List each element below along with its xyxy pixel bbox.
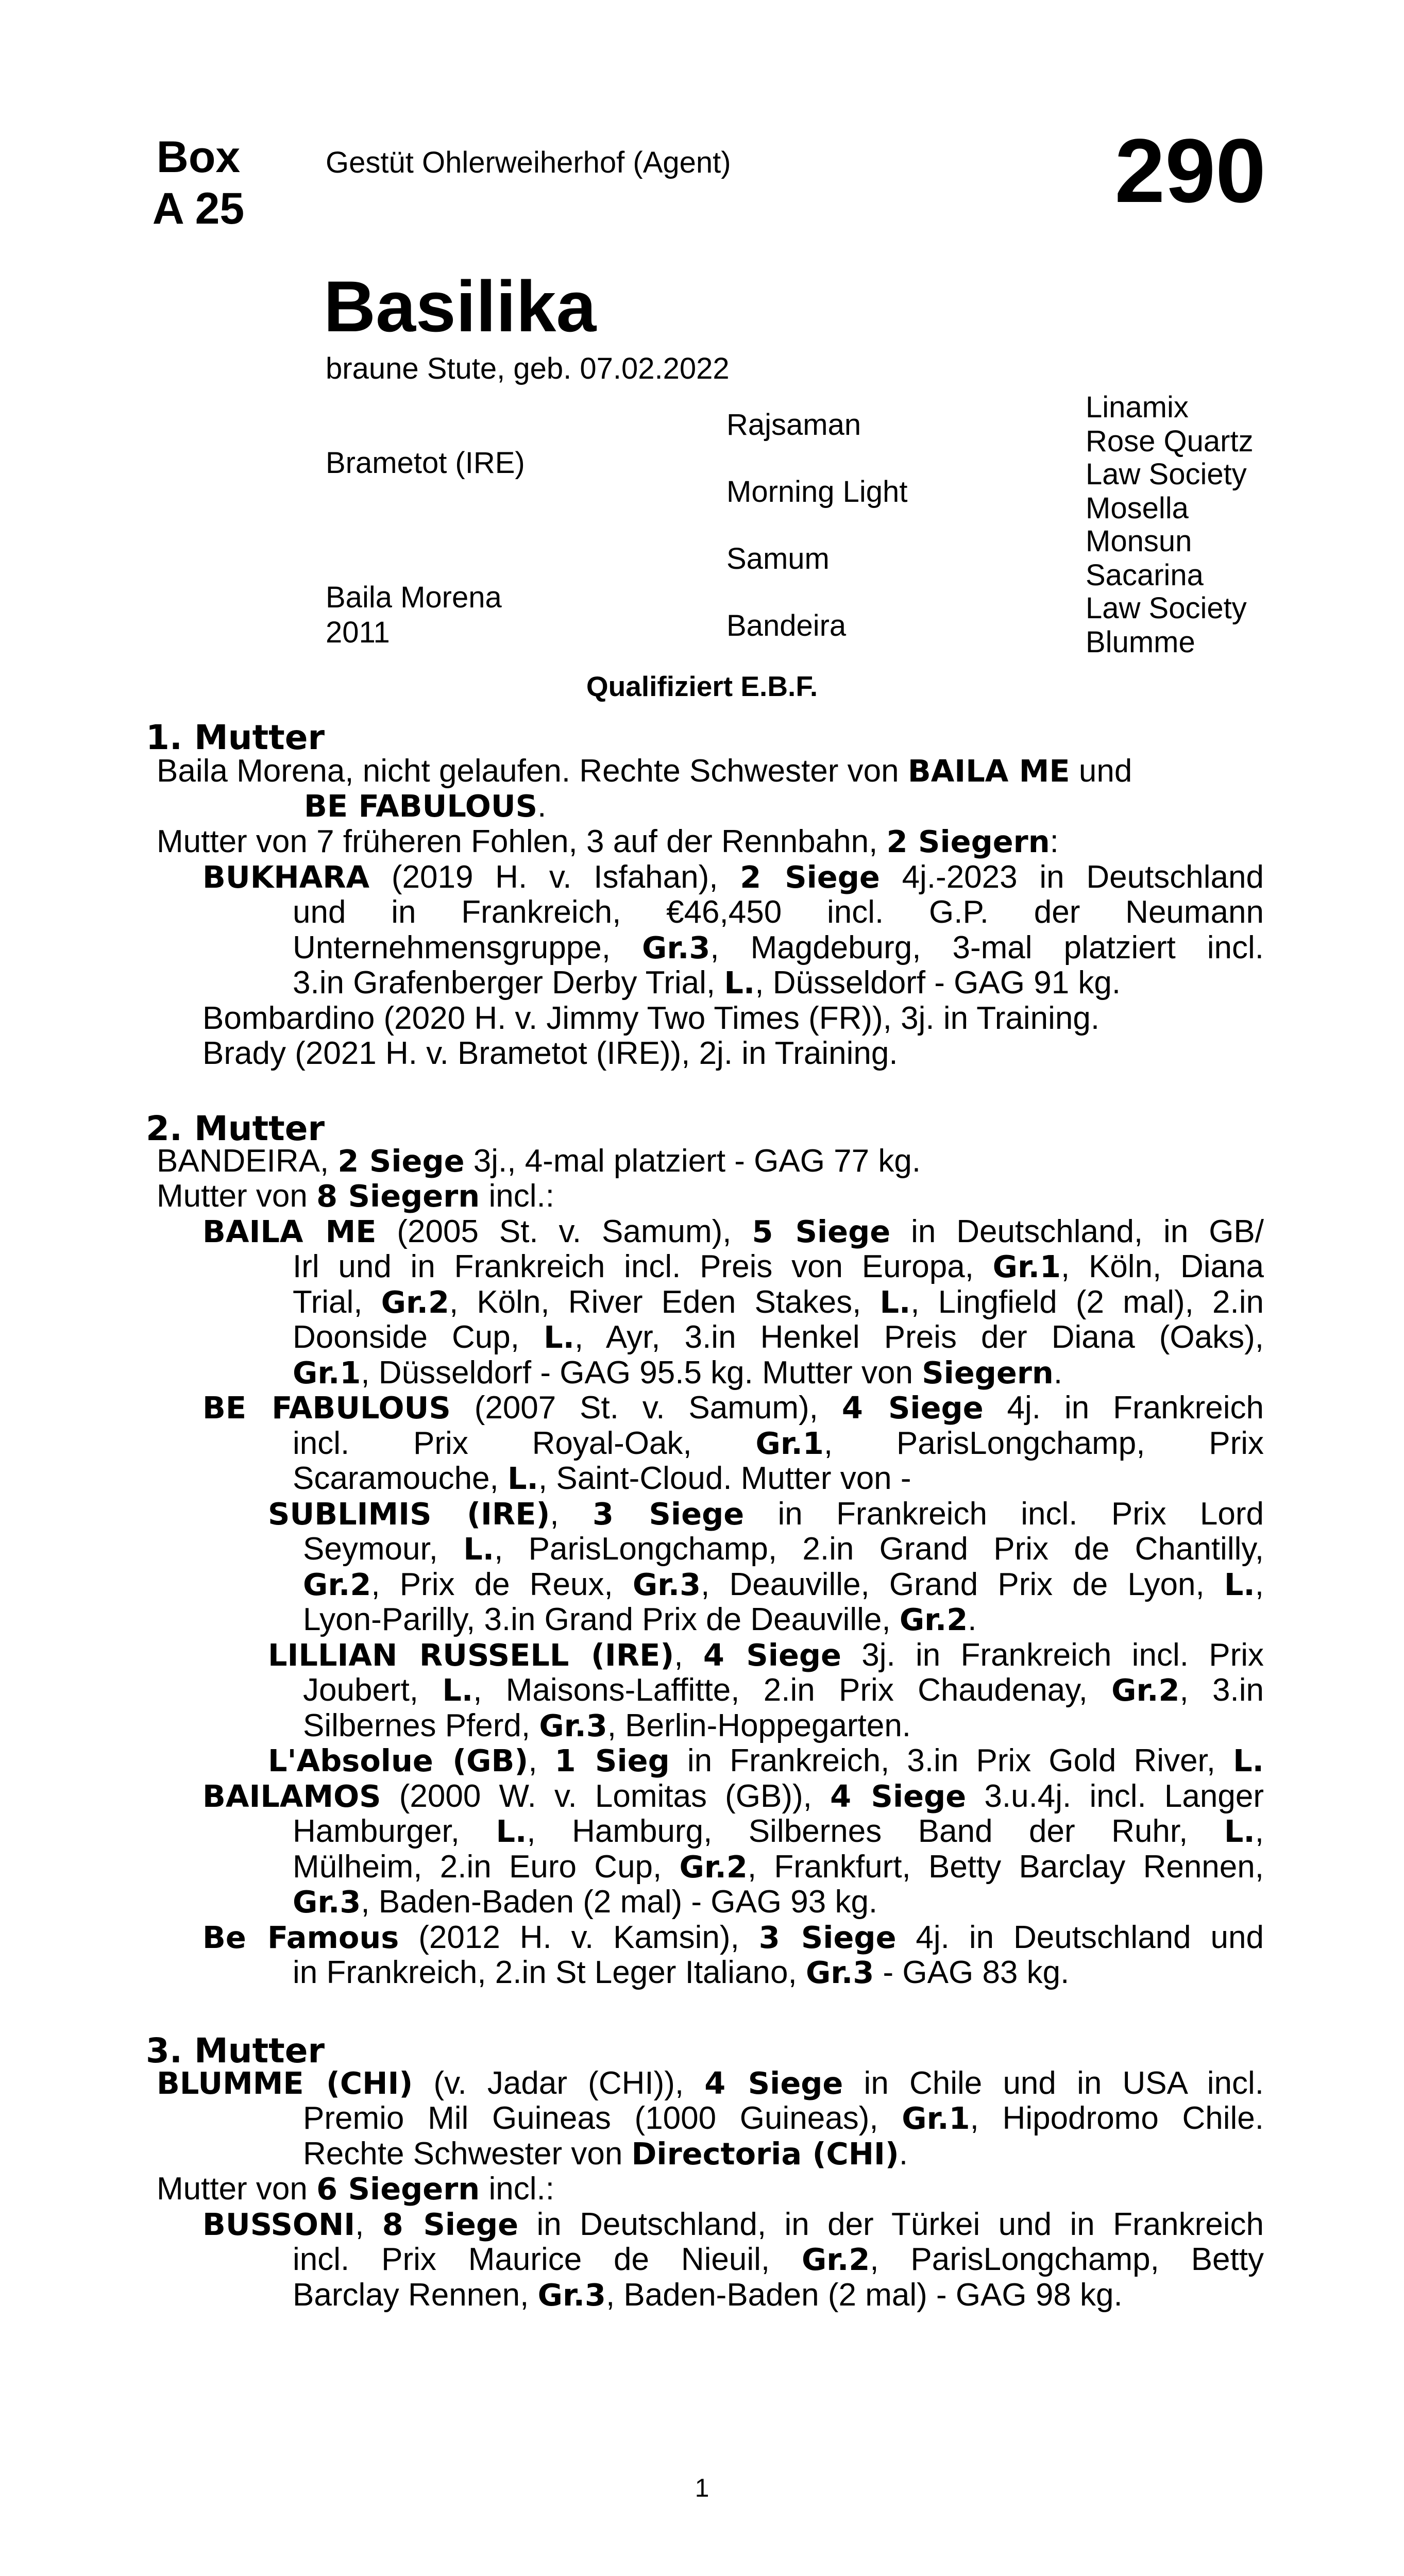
ancestor-7: Law Society bbox=[1086, 591, 1247, 625]
text-line: Joubert, L., Maisons-Laffitte, 2.in Prix Chaudenay, Gr.2, 3.in bbox=[303, 1672, 1264, 1708]
text-line: Hamburger, L., Hamburg, Silbernes Band der Ruhr, L., bbox=[293, 1814, 1264, 1849]
text-line: Seymour, L., ParisLongchamp, 2.in Grand Prix de Chantilly, bbox=[303, 1531, 1264, 1567]
text-line: Premio Mil Guineas (1000 Guineas), Gr.1, Hipodromo Chile. bbox=[303, 2100, 1264, 2136]
ancestor-5: Monsun bbox=[1086, 524, 1192, 558]
text-line: Bombardino (2020 H. v. Jimmy Two Times (FR)), 3j. in Training. bbox=[202, 1001, 1100, 1036]
text-line: Trial, Gr.2, Köln, River Eden Stakes, L., Lingfield (2 mal), 2.in bbox=[293, 1284, 1264, 1320]
qualification: Qualifiziert E.B.F. bbox=[586, 670, 818, 702]
text-line: Rechte Schwester von Directoria (CHI). bbox=[303, 2136, 908, 2172]
ancestor-4: Mosella bbox=[1086, 492, 1189, 525]
text-line: L'Absolue (GB), 1 Sieg in Frankreich, 3.in Prix Gold River, L. bbox=[268, 1743, 1264, 1778]
text-line: Gr.3, Baden-Baden (2 mal) - GAG 93 kg. bbox=[293, 1884, 878, 1920]
text-line: BAILA ME (2005 St. v. Samum), 5 Siege in Deutschland, in GB/ bbox=[202, 1214, 1264, 1249]
text-line: Be Famous (2012 H. v. Kamsin), 3 Siege 4j. in Deutschland und bbox=[202, 1920, 1264, 1955]
dam: Baila Morena bbox=[326, 581, 502, 614]
ancestor-6: Sacarina bbox=[1086, 558, 1204, 592]
text-line: 3.in Grafenberger Derby Trial, L., Düsseldorf - GAG 91 kg. bbox=[293, 965, 1121, 1001]
ancestor-3: Law Society bbox=[1086, 457, 1247, 491]
text-line: BE FABULOUS (2007 St. v. Samum), 4 Siege 4j. in Frankreich bbox=[202, 1390, 1264, 1426]
text-line: Irl und in Frankreich incl. Preis von Europa, Gr.1, Köln, Diana bbox=[293, 1249, 1264, 1284]
text-line: incl. Prix Royal-Oak, Gr.1, ParisLongchamp, Prix bbox=[293, 1426, 1264, 1461]
sire-dam: Morning Light bbox=[726, 475, 908, 509]
text-line: Mutter von 6 Siegern incl.: bbox=[157, 2171, 554, 2207]
text-line: Baila Morena, nicht gelaufen. Rechte Schwester von BAILA ME und bbox=[157, 753, 1132, 789]
text-line: Silbernes Pferd, Gr.3, Berlin-Hoppegarten. bbox=[303, 1708, 911, 1743]
text-line: Gr.1, Düsseldorf - GAG 95.5 kg. Mutter von Siegern. bbox=[293, 1355, 1063, 1391]
section-heading-3: 3. Mutter bbox=[146, 2031, 325, 2071]
text-line: Mutter von 7 früheren Fohlen, 3 auf der Rennbahn, 2 Siegern: bbox=[157, 824, 1059, 859]
text-line: LILLIAN RUSSELL (IRE), 4 Siege 3j. in Frankreich incl. Prix bbox=[268, 1637, 1264, 1673]
horse-name: Basilika bbox=[324, 266, 597, 347]
text-line: BUKHARA (2019 H. v. Isfahan), 2 Siege 4j.-2023 in Deutschland bbox=[202, 859, 1264, 895]
text-line: BE FABULOUS. bbox=[304, 788, 547, 824]
box-word: Box bbox=[156, 132, 241, 182]
text-line: BUSSONI, 8 Siege in Deutschland, in der Türkei und in Frankreich bbox=[202, 2207, 1264, 2242]
text-line: Scaramouche, L., Saint-Cloud. Mutter von - bbox=[293, 1461, 911, 1496]
sire: Brametot (IRE) bbox=[326, 446, 525, 480]
consignor: Gestüt Ohlerweiherhof (Agent) bbox=[326, 146, 731, 179]
page-number: 1 bbox=[695, 2473, 709, 2502]
text-line: Mutter von 8 Siegern incl.: bbox=[157, 1178, 554, 1214]
text-line: Lyon-Parilly, 3.in Grand Prix de Deauville, Gr.2. bbox=[303, 1602, 977, 1637]
text-line: BANDEIRA, 2 Siege 3j., 4-mal platziert - GAG 77 kg. bbox=[157, 1143, 921, 1179]
text-line: incl. Prix Maurice de Nieuil, Gr.2, ParisLongchamp, Betty bbox=[293, 2242, 1264, 2277]
section-heading-1: 1. Mutter bbox=[146, 718, 325, 757]
text-line: in Frankreich, 2.in St Leger Italiano, Gr.3 - GAG 83 kg. bbox=[293, 1955, 1070, 1990]
text-line: SUBLIMIS (IRE), 3 Siege in Frankreich incl. Prix Lord bbox=[268, 1496, 1264, 1532]
box-number: A 25 bbox=[152, 184, 245, 233]
text-line: und in Frankreich, €46,450 incl. G.P. der Neumann bbox=[293, 894, 1264, 930]
dam-year: 2011 bbox=[326, 616, 390, 649]
text-line: Brady (2021 H. v. Brametot (IRE)), 2j. in Training. bbox=[202, 1036, 898, 1071]
horse-description: braune Stute, geb. 07.02.2022 bbox=[326, 352, 730, 385]
ancestor-8: Blumme bbox=[1086, 625, 1195, 659]
dam-dam: Bandeira bbox=[726, 609, 847, 642]
text-line: Doonside Cup, L., Ayr, 3.in Henkel Preis der Diana (Oaks), bbox=[293, 1319, 1264, 1355]
text-line: Gr.2, Prix de Reux, Gr.3, Deauville, Grand Prix de Lyon, L., bbox=[303, 1567, 1264, 1602]
lot-number: 290 bbox=[1114, 121, 1266, 222]
sire-sire: Rajsaman bbox=[726, 408, 861, 442]
text-line: Unternehmensgruppe, Gr.3, Magdeburg, 3-mal platziert incl. bbox=[293, 930, 1264, 965]
text-line: Mülheim, 2.in Euro Cup, Gr.2, Frankfurt, Betty Barclay Rennen, bbox=[293, 1849, 1264, 1885]
section-heading-2: 2. Mutter bbox=[146, 1109, 325, 1148]
dam-sire: Samum bbox=[726, 542, 830, 575]
text-line: Barclay Rennen, Gr.3, Baden-Baden (2 mal) - GAG 98 kg. bbox=[293, 2277, 1123, 2313]
box-label bbox=[124, 131, 273, 234]
ancestor-1: Linamix bbox=[1086, 391, 1189, 424]
text-line: BAILAMOS (2000 W. v. Lomitas (GB)), 4 Siege 3.u.4j. incl. Langer bbox=[202, 1778, 1264, 1814]
text-line: BLUMME (CHI) (v. Jadar (CHI)), 4 Siege in Chile und in USA incl. bbox=[157, 2065, 1264, 2101]
ancestor-2: Rose Quartz bbox=[1086, 425, 1254, 458]
